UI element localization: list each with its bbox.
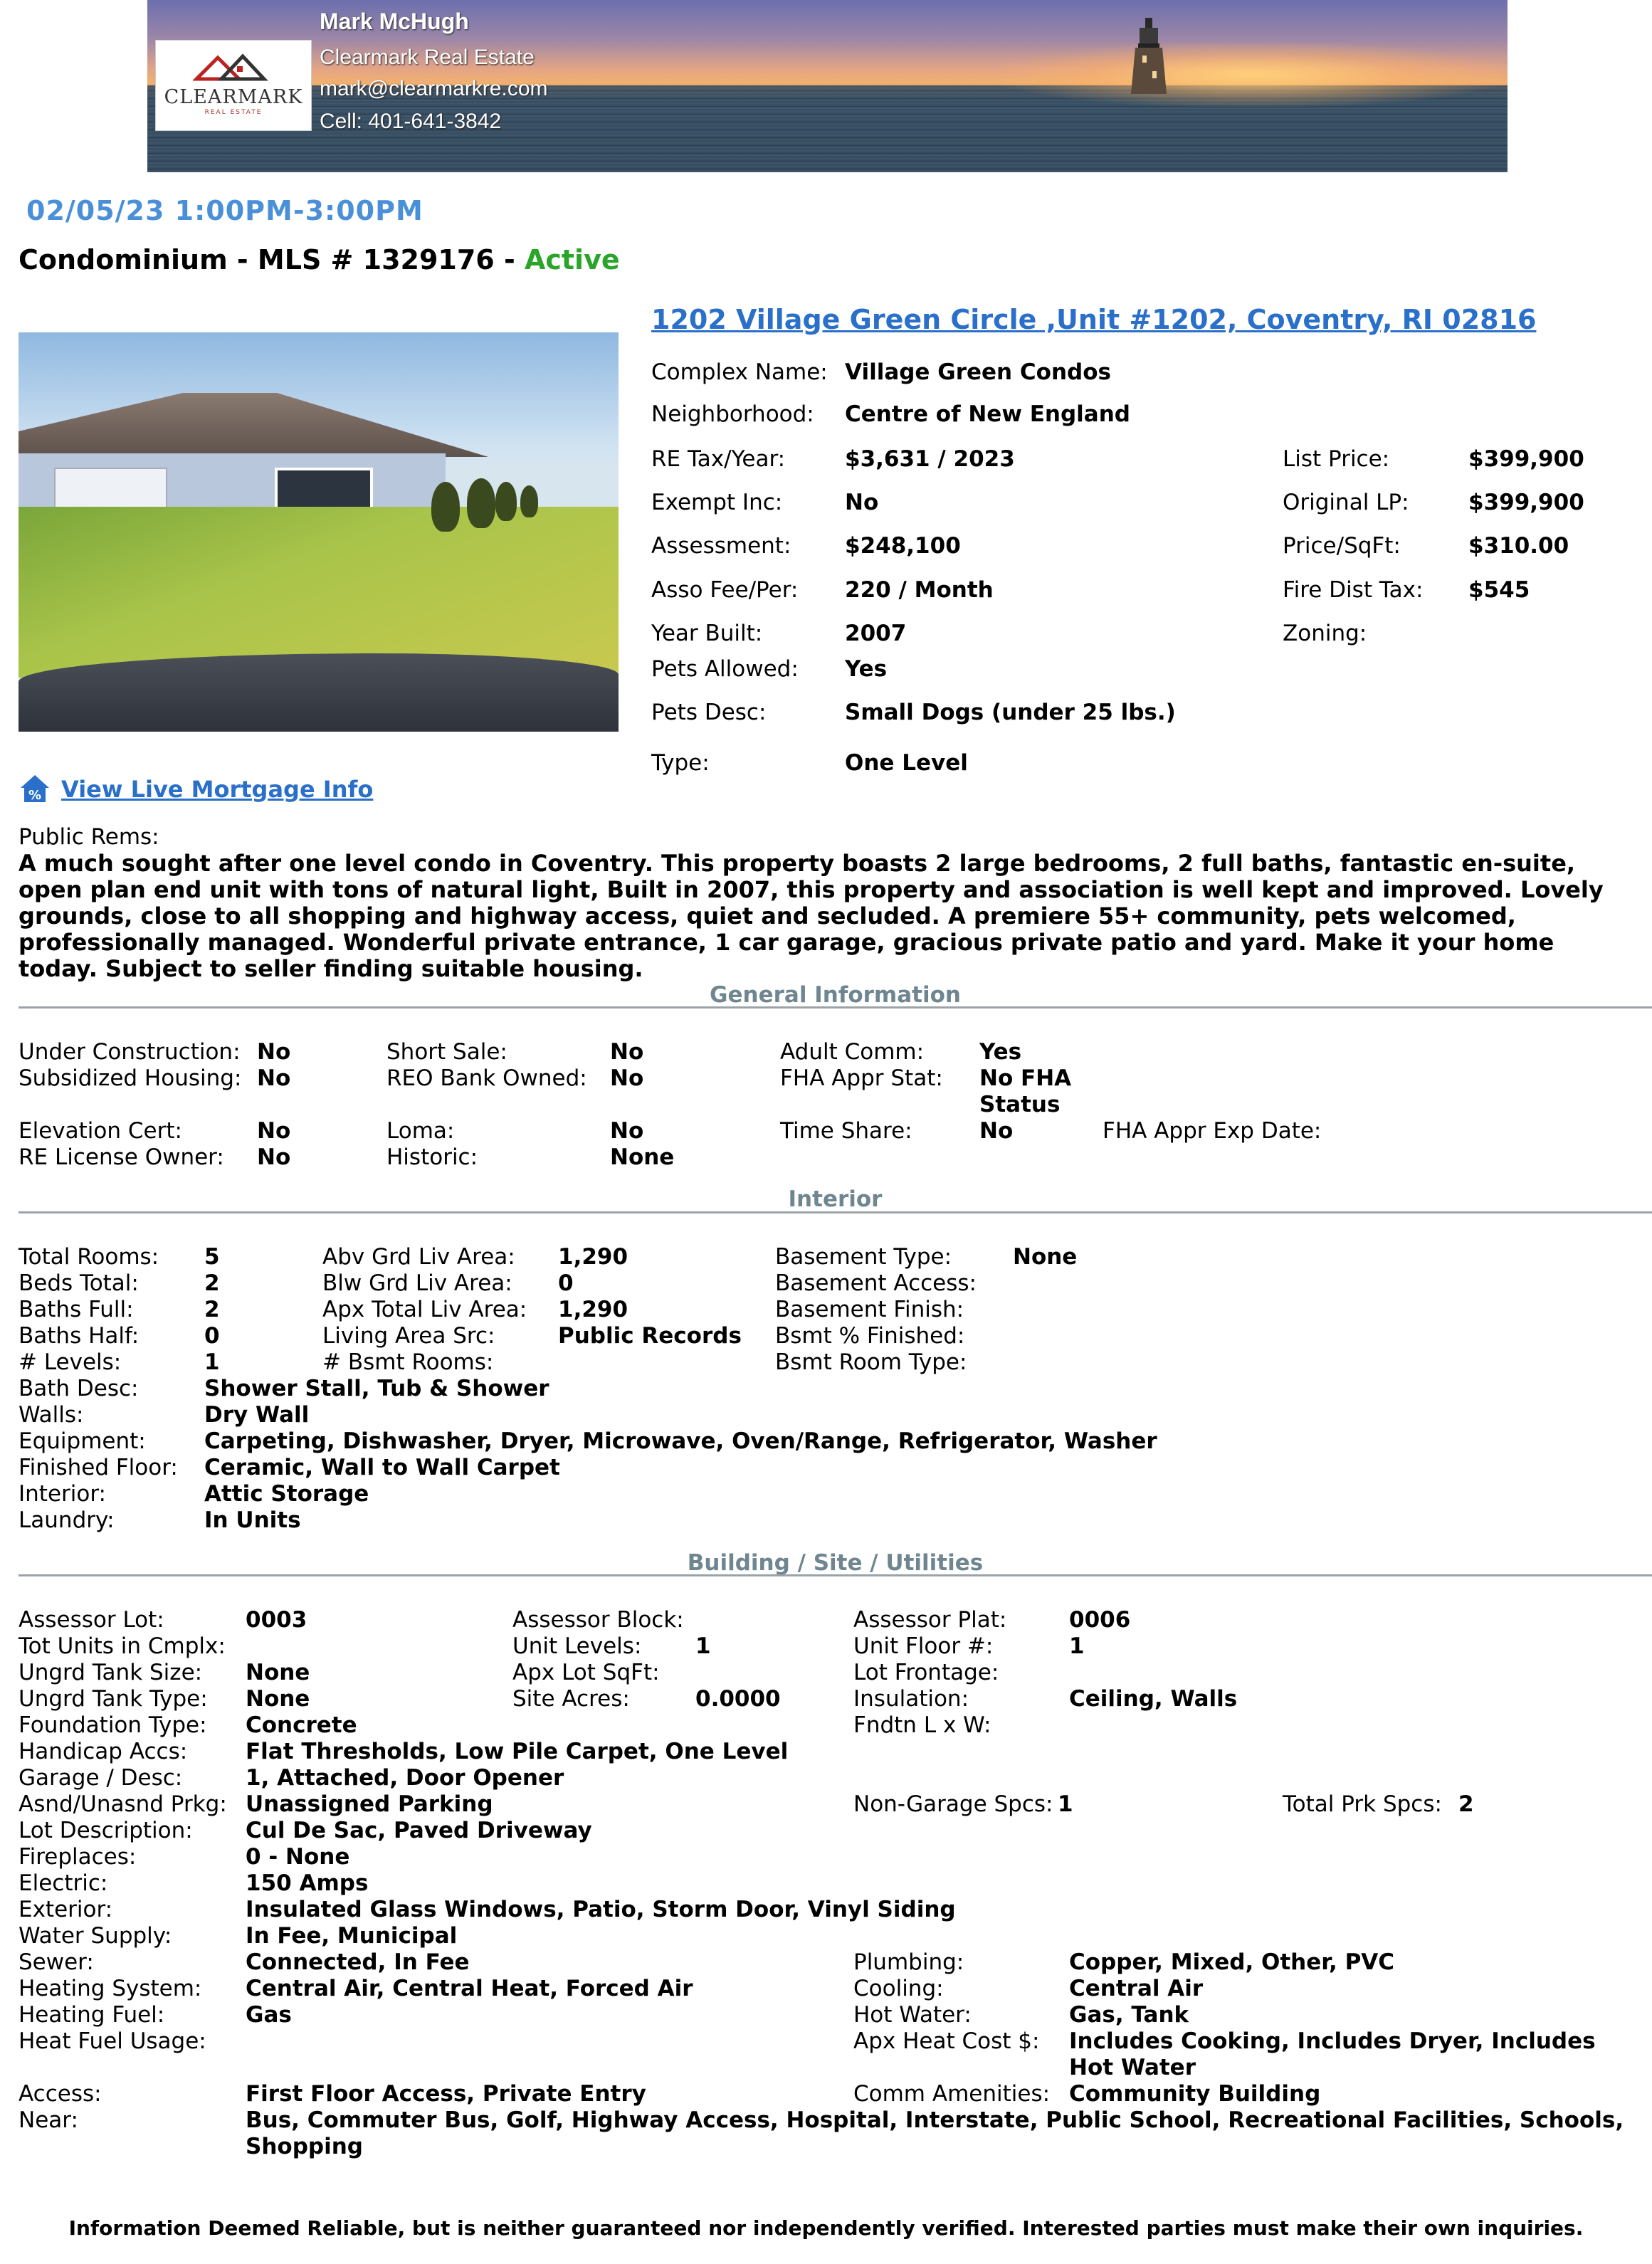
loma-value: No bbox=[610, 1118, 644, 1144]
assessor-lot-label: Assessor Lot: bbox=[19, 1607, 164, 1633]
sewer-value: Connected, In Fee bbox=[246, 1949, 470, 1975]
fha-stat-value: No FHA bbox=[979, 1065, 1072, 1091]
comm-amen-label: Comm Amenities: bbox=[853, 2081, 1051, 2107]
photo-lawn bbox=[19, 507, 619, 678]
baths-full-label: Baths Full: bbox=[19, 1297, 134, 1322]
insulation-value: Ceiling, Walls bbox=[1069, 1686, 1238, 1712]
original-lp-value: $399,900 bbox=[1468, 490, 1584, 515]
pets-allowed-label: Pets Allowed: bbox=[651, 656, 799, 682]
ungrd-size-label: Ungrd Tank Size: bbox=[19, 1660, 203, 1685]
water-value: In Fee, Municipal bbox=[246, 1923, 458, 1949]
short-sale-label: Short Sale: bbox=[386, 1039, 507, 1065]
equipment-value: Carpeting, Dishwasher, Dryer, Microwave, Oven/Range, Refrigerator, Washer bbox=[204, 1428, 1157, 1454]
property-address-link[interactable]: 1202 Village Green Circle ,Unit #1202, Coventry, RI 02816 bbox=[651, 304, 1537, 335]
apx-heat-value: Includes Cooking, Includes Dryer, Includes bbox=[1069, 2028, 1596, 2054]
heat-usage-label: Heat Fuel Usage: bbox=[19, 2028, 206, 2054]
blw-grd-label: Blw Grd Liv Area: bbox=[322, 1270, 512, 1296]
short-sale-value: No bbox=[610, 1039, 644, 1065]
section-divider bbox=[19, 1211, 1652, 1213]
photo-road bbox=[19, 653, 619, 732]
laundry-value: In Units bbox=[204, 1507, 301, 1533]
access-label: Access: bbox=[19, 2081, 102, 2107]
section-divider bbox=[19, 1006, 1652, 1009]
assessor-lot-value: 0003 bbox=[246, 1607, 307, 1633]
heat-fuel-label: Heating Fuel: bbox=[19, 2002, 165, 2028]
levels-value: 1 bbox=[204, 1349, 220, 1375]
near-value: Bus, Commuter Bus, Golf, Highway Access, Hospital, Interstate, Public School, Recreational Facilities, Schools, bbox=[246, 2107, 1624, 2133]
pets-desc-value: Small Dogs (under 25 lbs.) bbox=[845, 700, 1176, 725]
non-garage-label: Non-Garage Spcs: bbox=[853, 1791, 1053, 1817]
comm-amen-value: Community Building bbox=[1069, 2081, 1321, 2107]
finished-floor-label: Finished Floor: bbox=[19, 1455, 178, 1480]
agency-name: Clearmark Real Estate bbox=[320, 46, 535, 69]
under-construction-label: Under Construction: bbox=[19, 1039, 241, 1065]
loma-label: Loma: bbox=[386, 1118, 455, 1144]
total-prk-value: 2 bbox=[1458, 1791, 1474, 1817]
type-value: One Level bbox=[845, 750, 968, 776]
apx-lot-label: Apx Lot SqFt: bbox=[512, 1660, 660, 1685]
heating-value: Central Air, Central Heat, Forced Air bbox=[246, 1976, 693, 2001]
re-tax-label: RE Tax/Year: bbox=[651, 446, 786, 472]
abv-grd-label: Abv Grd Liv Area: bbox=[322, 1244, 515, 1270]
open-house-time: 02/05/23 1:00PM-3:00PM bbox=[26, 195, 423, 226]
price-sqft-label: Price/SqFt: bbox=[1283, 533, 1401, 559]
baths-full-value: 2 bbox=[204, 1297, 220, 1322]
listing-title bbox=[19, 244, 620, 275]
agent-name: Mark McHugh bbox=[320, 9, 469, 34]
mortgage-house-icon[interactable] bbox=[19, 772, 51, 805]
general-info-heading: General Information bbox=[710, 982, 961, 1008]
site-acres-label: Site Acres: bbox=[512, 1686, 630, 1712]
unit-levels-value: 1 bbox=[695, 1633, 711, 1659]
photo-shrub bbox=[431, 482, 460, 532]
fireplaces-value: 0 - None bbox=[246, 1844, 350, 1870]
total-prk-label: Total Prk Spcs: bbox=[1283, 1791, 1442, 1817]
unit-floor-label: Unit Floor #: bbox=[853, 1633, 994, 1659]
public-remarks-label: Public Rems: bbox=[19, 824, 159, 850]
re-tax-value: $3,631 / 2023 bbox=[845, 446, 1015, 472]
total-rooms-label: Total Rooms: bbox=[19, 1244, 159, 1270]
hot-water-value: Gas, Tank bbox=[1069, 2002, 1189, 2028]
apx-total-label: Apx Total Liv Area: bbox=[322, 1297, 527, 1322]
fireplaces-label: Fireplaces: bbox=[19, 1844, 137, 1870]
garage-label: Garage / Desc: bbox=[19, 1765, 183, 1791]
fha-stat-label: FHA Appr Stat: bbox=[780, 1065, 943, 1091]
original-lp-label: Original LP: bbox=[1283, 490, 1409, 515]
lighthouse-image bbox=[1124, 14, 1174, 100]
re-license-value: No bbox=[257, 1144, 291, 1170]
hot-water-label: Hot Water: bbox=[853, 2002, 972, 2028]
pets-desc-label: Pets Desc: bbox=[651, 700, 767, 725]
agent-phone: Cell: 401-641-3842 bbox=[320, 110, 502, 133]
neighborhood-label: Neighborhood: bbox=[651, 401, 814, 427]
parking-label: Asnd/Unasnd Prkg: bbox=[19, 1791, 227, 1817]
reo-label: REO Bank Owned: bbox=[386, 1065, 587, 1091]
beds-label: Beds Total: bbox=[19, 1270, 139, 1296]
handicap-label: Handicap Accs: bbox=[19, 1739, 188, 1764]
assessment-label: Assessment: bbox=[651, 533, 791, 559]
cooling-value: Central Air bbox=[1069, 1976, 1204, 2001]
walls-value: Dry Wall bbox=[204, 1402, 310, 1428]
water-label: Water Supply: bbox=[19, 1923, 172, 1949]
interior-features-label: Interior: bbox=[19, 1481, 106, 1507]
time-share-value: No bbox=[979, 1118, 1014, 1144]
reo-value: No bbox=[610, 1065, 644, 1091]
photo-roof bbox=[19, 393, 488, 457]
time-share-label: Time Share: bbox=[780, 1118, 912, 1144]
adult-comm-label: Adult Comm: bbox=[780, 1039, 925, 1065]
fire-dist-value: $545 bbox=[1468, 577, 1530, 603]
exempt-label: Exempt Inc: bbox=[651, 490, 783, 515]
lot-desc-label: Lot Description: bbox=[19, 1818, 193, 1843]
levels-label: # Levels: bbox=[19, 1349, 122, 1375]
electric-label: Electric: bbox=[19, 1870, 108, 1896]
non-garage-value: 1 bbox=[1058, 1791, 1073, 1817]
subsidized-value: No bbox=[257, 1065, 291, 1091]
parking-value: Unassigned Parking bbox=[246, 1791, 493, 1817]
logo-subtext: REAL ESTATE bbox=[204, 109, 263, 116]
bath-desc-label: Bath Desc: bbox=[19, 1376, 139, 1401]
ungrd-type-label: Ungrd Tank Type: bbox=[19, 1686, 208, 1712]
fndtn-label: Fndtn L x W: bbox=[853, 1712, 991, 1738]
complex-name-value: Village Green Condos bbox=[845, 359, 1111, 385]
bsmt-rooms-label: # Bsmt Rooms: bbox=[322, 1349, 494, 1375]
walls-label: Walls: bbox=[19, 1402, 84, 1428]
unit-floor-value: 1 bbox=[1069, 1633, 1085, 1659]
fha-stat-value-cont: Status bbox=[979, 1092, 1061, 1117]
interior-heading: Interior bbox=[788, 1186, 883, 1212]
building-heading: Building / Site / Utilities bbox=[687, 1550, 984, 1576]
exterior-label: Exterior: bbox=[19, 1897, 113, 1922]
price-sqft-value: $310.00 bbox=[1468, 533, 1569, 559]
unit-levels-label: Unit Levels: bbox=[512, 1633, 642, 1659]
exempt-value: No bbox=[845, 490, 879, 515]
total-rooms-value: 5 bbox=[204, 1244, 220, 1270]
type-label: Type: bbox=[651, 750, 710, 776]
near-value-cont: Shopping bbox=[246, 2134, 363, 2159]
bsmt-type-value: None bbox=[1013, 1244, 1078, 1270]
lot-desc-value: Cul De Sac, Paved Driveway bbox=[246, 1818, 592, 1843]
living-src-value: Public Records bbox=[558, 1323, 742, 1349]
under-construction-value: No bbox=[257, 1039, 291, 1065]
garage-value: 1, Attached, Door Opener bbox=[246, 1765, 564, 1791]
heating-label: Heating System: bbox=[19, 1976, 202, 2001]
bath-desc-value: Shower Stall, Tub & Shower bbox=[204, 1376, 549, 1401]
banner-sunset-glow bbox=[1001, 43, 1500, 107]
bsmt-room-type-label: Bsmt Room Type: bbox=[775, 1349, 967, 1375]
tot-units-label: Tot Units in Cmplx: bbox=[19, 1633, 226, 1659]
logo-wordmark: CLEARMARK bbox=[164, 86, 303, 108]
bsmt-type-label: Basement Type: bbox=[775, 1244, 952, 1270]
agent-email[interactable]: mark@clearmarkre.com bbox=[320, 77, 548, 100]
pets-allowed-value: Yes bbox=[845, 656, 888, 682]
site-acres-value: 0.0000 bbox=[695, 1686, 781, 1712]
photo-shrub bbox=[495, 482, 517, 521]
assessor-plat-label: Assessor Plat: bbox=[853, 1607, 1007, 1633]
subsidized-label: Subsidized Housing: bbox=[19, 1065, 242, 1091]
exterior-value: Insulated Glass Windows, Patio, Storm Door, Vinyl Siding bbox=[246, 1897, 956, 1922]
bsmt-finish-label: Basement Finish: bbox=[775, 1297, 964, 1322]
ungrd-type-value: None bbox=[246, 1686, 310, 1712]
public-remarks-text: A much sought after one level condo in Coventry. This property boasts 2 large bedrooms, 2 full baths, fantastic en-suite, open plan end unit with tons of natural light, Built in 2007, this property and association is well kept and improved. Lovely grounds, close to all shopping and highway access, quiet and secluded. A premiere 55+ community, pets welcomed, professionally managed. Wonderful private entrance, 1 car garage, gracious private patio and yard. Make it your home today. Subject to seller finding suitable housing. bbox=[19, 850, 1604, 982]
lot-frontage-label: Lot Frontage: bbox=[853, 1660, 999, 1685]
historic-label: Historic: bbox=[386, 1144, 478, 1170]
mortgage-info-link[interactable]: View Live Mortgage Info bbox=[61, 776, 374, 803]
photo-shrub bbox=[467, 478, 495, 528]
bsmt-pct-label: Bsmt % Finished: bbox=[775, 1323, 965, 1349]
list-price-label: List Price: bbox=[1283, 446, 1390, 472]
listing-status: Active bbox=[524, 244, 620, 275]
blw-grd-value: 0 bbox=[558, 1270, 574, 1296]
svg-text:%: % bbox=[28, 788, 42, 803]
sewer-label: Sewer: bbox=[19, 1949, 94, 1975]
foundation-label: Foundation Type: bbox=[19, 1712, 207, 1738]
property-photo bbox=[19, 332, 619, 732]
cooling-label: Cooling: bbox=[853, 1976, 944, 2001]
neighborhood-value: Centre of New England bbox=[845, 401, 1130, 427]
beds-value: 2 bbox=[204, 1270, 220, 1296]
access-value: First Floor Access, Private Entry bbox=[246, 2081, 646, 2107]
disclaimer-footer: Information Deemed Reliable, but is neither guaranteed nor independently verified. Interested parties must make their own inquiries. bbox=[68, 2216, 1584, 2240]
fha-exp-label: FHA Appr Exp Date: bbox=[1103, 1118, 1322, 1144]
abv-grd-value: 1,290 bbox=[558, 1244, 628, 1270]
house-logo-icon bbox=[193, 51, 271, 86]
near-label: Near: bbox=[19, 2107, 78, 2133]
historic-value: None bbox=[610, 1144, 675, 1170]
apx-total-value: 1,290 bbox=[558, 1297, 628, 1322]
baths-half-label: Baths Half: bbox=[19, 1323, 140, 1349]
apx-heat-label: Apx Heat Cost $: bbox=[853, 2028, 1040, 2054]
bsmt-access-label: Basement Access: bbox=[775, 1270, 977, 1296]
complex-name-label: Complex Name: bbox=[651, 359, 828, 385]
year-built-label: Year Built: bbox=[651, 621, 763, 646]
zoning-label: Zoning: bbox=[1283, 621, 1367, 646]
asso-fee-label: Asso Fee/Per: bbox=[651, 577, 799, 603]
assessor-block-label: Assessor Block: bbox=[512, 1607, 684, 1633]
living-src-label: Living Area Src: bbox=[322, 1323, 495, 1349]
electric-value: 150 Amps bbox=[246, 1870, 369, 1896]
year-built-value: 2007 bbox=[845, 621, 907, 646]
insulation-label: Insulation: bbox=[853, 1686, 969, 1712]
fire-dist-label: Fire Dist Tax: bbox=[1283, 577, 1424, 603]
elevation-value: No bbox=[257, 1118, 291, 1144]
interior-features-value: Attic Storage bbox=[204, 1481, 369, 1507]
ungrd-size-value: None bbox=[246, 1660, 310, 1685]
listing-type-mls: Condominium - MLS # 1329176 - bbox=[19, 244, 525, 275]
adult-comm-value: Yes bbox=[979, 1039, 1022, 1065]
section-divider bbox=[19, 1574, 1652, 1576]
assessment-value: $248,100 bbox=[845, 533, 961, 559]
plumbing-value: Copper, Mixed, Other, PVC bbox=[1069, 1949, 1395, 1975]
heat-fuel-value: Gas bbox=[246, 2002, 292, 2028]
apx-heat-value-cont: Hot Water bbox=[1069, 2055, 1196, 2080]
finished-floor-value: Ceramic, Wall to Wall Carpet bbox=[204, 1455, 560, 1480]
re-license-label: RE License Owner: bbox=[19, 1144, 224, 1170]
equipment-label: Equipment: bbox=[19, 1428, 146, 1454]
handicap-value: Flat Thresholds, Low Pile Carpet, One Level bbox=[246, 1739, 789, 1764]
asso-fee-value: 220 / Month bbox=[845, 577, 994, 603]
assessor-plat-value: 0006 bbox=[1069, 1607, 1131, 1633]
baths-half-value: 0 bbox=[204, 1323, 220, 1349]
clearmark-logo bbox=[155, 40, 312, 131]
photo-shrub bbox=[520, 485, 538, 517]
list-price-value: $399,900 bbox=[1468, 446, 1584, 472]
elevation-label: Elevation Cert: bbox=[19, 1118, 182, 1144]
foundation-value: Concrete bbox=[246, 1712, 357, 1738]
laundry-label: Laundry: bbox=[19, 1507, 115, 1533]
plumbing-label: Plumbing: bbox=[853, 1949, 964, 1975]
